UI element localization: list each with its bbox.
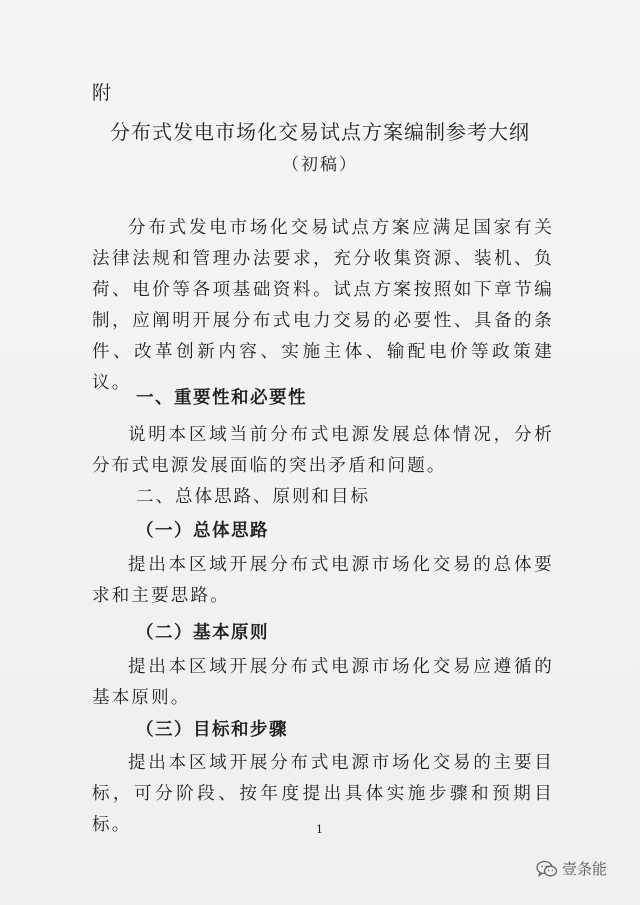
- document-subtitle: （初稿）: [282, 155, 358, 175]
- intro-paragraph: 分布式发电市场化交易试点方案应满足国家有关法律法规和管理办法要求，充分收集资源、装机、负荷、电价等各项基础资料。试点方案按照如下章节编制，应阐明开展分布式电力交易的必要性、具备的条件、改革创新内容、实施主体、输配电价等政策建议。: [92, 218, 554, 393]
- subsection-2-1-paragraph: 提出本区域开展分布式电源市场化交易的总体要求和主要思路。: [92, 555, 554, 606]
- subsection-heading-2-1: （一）总体思路: [136, 521, 269, 541]
- subsection-2-3-paragraph: 提出本区域开展分布式电源市场化交易的主要目标，可分阶段、按年度提出具体实施步骤和预期目标。: [92, 753, 554, 835]
- watermark-text: 壹条能: [562, 860, 608, 878]
- section-1-paragraph: 说明本区域当前分布式电源发展总体情况，分析分布式电源发展面临的突出矛盾和问题。: [92, 425, 554, 476]
- wechat-icon: [536, 860, 558, 878]
- page-number: 1: [316, 823, 323, 836]
- section-heading-2: 二、总体思路、原则和目标: [136, 487, 370, 507]
- subsection-heading-2-2: （二）基本原则: [136, 623, 269, 643]
- attachment-label: 附: [92, 82, 113, 104]
- subsection-heading-2-3: （三）目标和步骤: [136, 720, 288, 740]
- document-title: 分布式发电市场化交易试点方案编制参考大纲: [110, 120, 530, 144]
- watermark: [536, 858, 607, 879]
- subsection-2-2-paragraph: 提出本区域开展分布式电源市场化交易应遵循的基本原则。: [92, 657, 554, 708]
- section-heading-1: 一、重要性和必要性: [136, 388, 307, 408]
